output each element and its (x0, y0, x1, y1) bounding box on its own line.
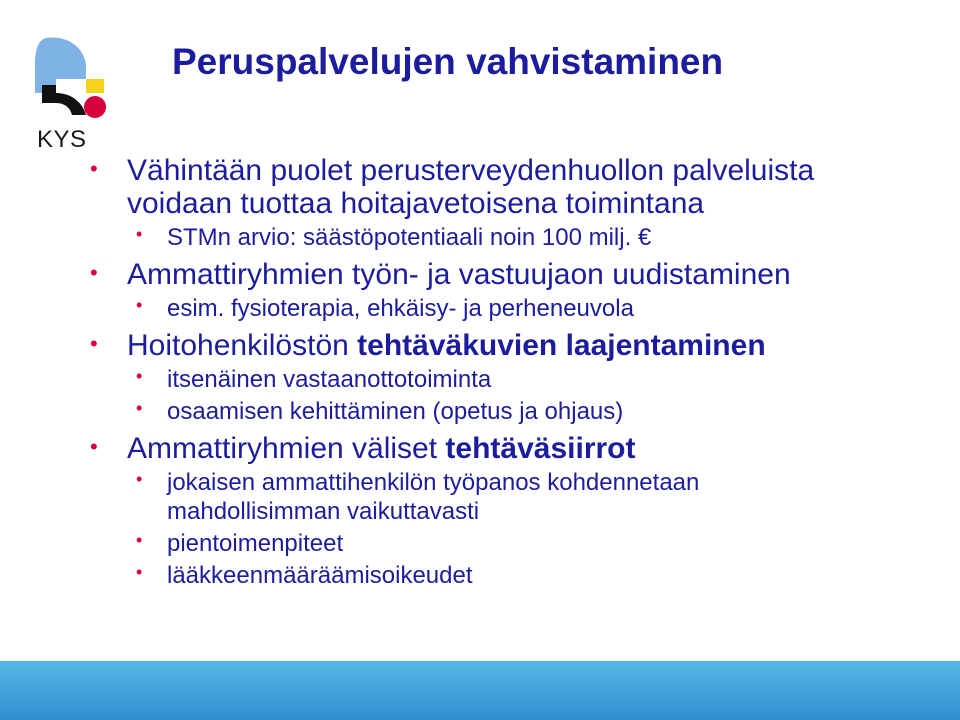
bullet-icon: • (90, 156, 98, 181)
sub-bullet-item (0, 529, 960, 558)
bullet-icon: • (136, 295, 143, 315)
sub-bullet-item (0, 397, 960, 426)
sub-bullet-item (0, 294, 960, 323)
bullet-item (0, 329, 960, 362)
sub-bullet-item (0, 365, 960, 394)
bullet-icon: • (90, 331, 98, 356)
sub-bullet-item (0, 468, 960, 497)
bullet-text: Ammattiryhmien väliset (127, 432, 446, 465)
logo-yellow-square (86, 79, 104, 93)
bullet-item (0, 432, 960, 465)
bullet-text: esim. fysioterapia, ehkäisy- ja perheneuvola (167, 295, 634, 322)
bullet-text: Vähintään puolet perusterveydenhuollon palveluista (127, 154, 815, 187)
bullet-text: STMn arvio: säästöpotentiaali noin 100 milj. € (167, 224, 652, 251)
slide-title: Peruspalvelujen vahvistaminen (172, 41, 724, 82)
bullet-icon: • (136, 530, 143, 550)
bullet-text: lääkkeenmääräämisoikeudet (167, 562, 473, 589)
bullet-item (0, 187, 960, 220)
bullet-item (0, 154, 960, 187)
bullet-text: jokaisen ammattihenkilön työpanos kohdennetaan (167, 469, 700, 496)
bullet-text-bold: tehtäväsiirrot (445, 432, 636, 465)
bullet-text: Hoitohenkilöstön (127, 329, 358, 362)
bullet-icon: • (90, 260, 98, 285)
bullet-icon: • (136, 224, 143, 244)
sub-bullet-item (0, 497, 960, 526)
logo-text: KYS (37, 126, 87, 153)
logo-black-shape (42, 85, 86, 115)
bullet-text: itsenäinen vastaanottotoiminta (167, 366, 492, 393)
bullet-text: Ammattiryhmien työn- ja vastuujaon uudistaminen (127, 258, 791, 291)
sub-bullet-item (0, 223, 960, 252)
bullet-text: voidaan tuottaa hoitajavetoisena toimintana (127, 187, 705, 220)
bullet-text: osaamisen kehittäminen (opetus ja ohjaus) (167, 398, 624, 425)
logo-blue-shape (35, 38, 86, 93)
bullet-icon: • (136, 398, 143, 418)
sub-bullet-item (0, 561, 960, 590)
bullet-list (0, 154, 960, 590)
bullet-item (0, 258, 960, 291)
bullet-text: pientoimenpiteet (167, 530, 344, 557)
bullet-text: mahdollisimman vaikuttavasti (167, 498, 480, 525)
bullet-text-bold: tehtäväkuvien laajentaminen (357, 329, 766, 362)
bullet-icon: • (136, 562, 143, 582)
bullet-icon: • (90, 434, 98, 459)
logo-red-circle (84, 96, 106, 118)
bullet-icon: • (136, 366, 143, 386)
footer-bar (0, 661, 960, 720)
bullet-icon: • (136, 469, 143, 489)
